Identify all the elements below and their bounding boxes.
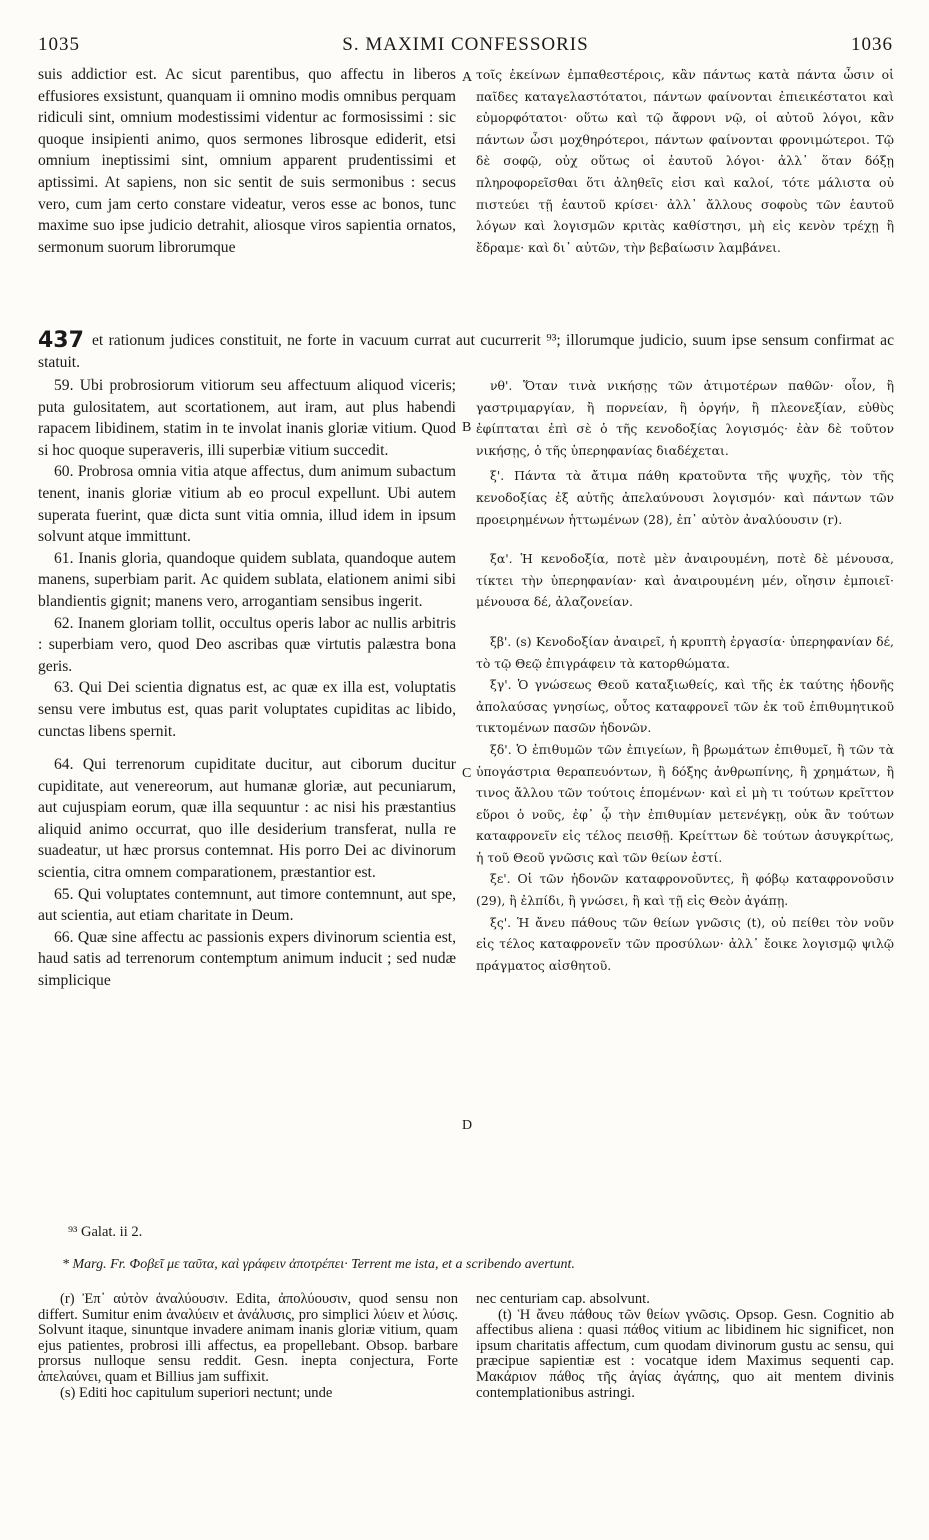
margin-marker-c: C	[462, 766, 472, 781]
footnote-93: ⁹³ Galat. ii 2.	[68, 1224, 143, 1240]
note-s-continued: nec centuriam cap. absolvunt.	[476, 1291, 650, 1307]
greek-chapter-61: ξα'. Ἡ κενοδοξία, ποτὲ μὲν ἀναιρουμένη, ποτὲ δὲ μένουσα, τίκτει τὴν ὑπερηφανίαν· καὶ ἀναιρουμένη μέν, οἴησιν ἐμποιεῖ· μένουσα δέ, ἀλαζονείαν.	[476, 551, 894, 610]
column-number: 437	[38, 328, 84, 353]
latin-chapter-59: 59. Ubi probrosiorum vitiorum seu affectuum aliquod viceris; puta gulositatem, aut scortationem, aut iram, aut plus habendi rapacem libidinem, statim in te involat inanis gloriæ vitium. Quod si hoc quoque superaveris, illi superbiæ vitium succedit.	[38, 377, 456, 459]
greek-column-top	[476, 64, 894, 258]
notes-left-column	[38, 1292, 458, 1401]
latin-column-top	[38, 64, 456, 258]
latin-chapter-62: 62. Inanem gloriam tollit, occultus operis labor ac nullis arbitris : superbiam vero, quod Deo ascribas quæ virtutis palæstra bona geris.	[38, 614, 456, 675]
greek-chapter-63: ξγ'. Ὁ γνώσεως Θεοῦ καταξιωθείς, καὶ τῆς ἐκ ταύτης ἡδονῆς ἀπολαύσας γνησίως, οὗτος καταφρονεῖ τῶν ἐκ τοῦ ἐπιθυμητικοῦ τικτομένων πασῶν ἡδονῶν.	[476, 677, 894, 736]
latin-paragraph: suis addictior est. Ac sicut parentibus, quo affectu in liberos effusiores exsistunt, quanquam ii omnino modis omnibus perquam ridiculi sint, omnium modestissimi videntur ac formosissimi : sic quoque insipienti animo, quos sermones librosque ediderit, etsi omnium ineptissimi sint, omnium apparent prudentissimi et aptissimi. At sapiens, non sic sentit de suis sermonibus : secus vero, cum jam certo constare videatur, veros esse ac bonos, tunc maxime suo ipse judicio detrahit, aliosque viros sapientia ornatos, sermonum suorum librorumque	[38, 66, 456, 256]
page-number-right: 1036	[851, 34, 893, 55]
page-number-left: 1035	[38, 34, 80, 55]
marginal-note: * Marg. Fr. Φοβεῖ με ταῦτα, καὶ γράφειν ἀποτρέπει· Terrent me ista, et a scribendo avertunt.	[62, 1257, 575, 1272]
greek-chapter-65: ξε'. Οἱ τῶν ἡδονῶν καταφρονοῦντες, ἢ φόβῳ καταφρονοῦσιν (29), ἢ ἐλπίδι, ἢ γνώσει, ἢ καὶ τῇ εἰς Θεὸν ἀγάπῃ.	[476, 871, 894, 909]
notes-right-column	[476, 1292, 894, 1401]
page-title: S. MAXIMI CONFESSORIS	[342, 34, 589, 55]
latin-chapter-61: 61. Inanis gloria, quandoque quidem sublata, quandoque autem manens, superbiam parit. Ac quidem sublata, elationem animi sibi blandientis gignit; manens vero, arrogantiam sensibus ingerit.	[38, 549, 456, 610]
greek-chapter-60: ξ'. Πάντα τὰ ἄτιμα πάθη κρατοῦντα τῆς ψυχῆς, τὸν τῆς κενοδοξίας ἐξ αὐτῆς ἀπελαύνουσι λογισμόν· καὶ πάντων τῶν προειρημένων ἡττωμένων (28), ἐπ᾽ αὐτὸν ἀναλύουσιν (r).	[476, 468, 894, 527]
margin-marker-d: D	[462, 1118, 473, 1133]
greek-chapter-59: νθ'. Ὅταν τινὰ νικήσῃς τῶν ἀτιμοτέρων παθῶν· οἷον, ἢ γαστριμαργίαν, ἢ πορνείαν, ἢ ὀργήν, ἢ πλεονεξίαν, εὐθὺς ἐφίπταται ἐπὶ σὲ ὁ τῆς κενοδοξίας λογισμός· ἐὰν δὲ τοῦτον νικήσῃς, ὁ τῆς ὑπερηφανίας διαδέχεται.	[476, 378, 894, 458]
running-head	[38, 34, 893, 58]
margin-marker-b: B	[462, 420, 472, 435]
greek-chapter-66: ξς'. Ἡ ἄνευ πάθους τῶν θείων γνῶσις (t), οὐ πείθει τὸν νοῦν εἰς τέλος καταφρονεῖν τῶν προσύλων· ἀλλ᾽ ἔοικε λογισμῷ ψιλῷ πράγματος αἰσθητοῦ.	[476, 914, 894, 973]
margin-marker-a: A	[462, 70, 473, 85]
latin-chapter-64: 64. Qui terrenorum cupiditate ducitur, aut ciborum ducitur cupiditate, aut venereorum, aut humanæ gloriæ, aut pecuniarum, aut cujuspiam eorum, quæ illa sequuntur : ac nisi his præstantius aliquid animo occurrat, quo ille desiderium transferat, nulla re suadeatur, ut hæc prorsus contemnat. His porro Dei ac divinorum scientia, citra omnem comparationem, præstantior est.	[38, 756, 456, 882]
latin-chapter-60: 60. Probrosa omnia vitia atque affectus, dum animum subactum tenent, inanis gloriæ vitium ab eo procul expellunt. Ubi autem superata fuerint, quæ dicta sunt vitia omnia, illud idem in ipsum solvunt atque immittunt.	[38, 463, 456, 546]
latin-chapter-65: 65. Qui voluptates contemnunt, aut timore contemnunt, aut spe, aut scientia, aut etiam charitate in Deum.	[38, 885, 456, 925]
latin-column-chapters	[38, 375, 456, 992]
greek-column-chapters	[476, 375, 894, 976]
note-t: (t) Ἡ ἄνευ πάθους τῶν θείων γνῶσις. Opsop. Gesn. Cognitio ab affectibus aliena : quasi πάθος vitium ac libidinem hic significet, non ipsum charitatis affectum, cum quodam divinorum gustu ac sensu, qui præcipue sapientiæ est : vocatque idem Maximus sequenti cap. Μακάριον πάθος τῆς ἁγίας ἀγάπης, quo ait mentem divinis contemplationibus astringi.	[476, 1306, 894, 1401]
note-s: (s) Editi hoc capitulum superiori nectunt; unde	[60, 1384, 333, 1401]
latin-chapter-63: 63. Qui Dei scientia dignatus est, ac quæ ex illa est, voluptatis sensu vere imbutus est, quas parit voluptates cupiditas ac libido, cunctas libens spernit.	[38, 679, 456, 740]
greek-chapter-64: ξδ'. Ὁ ἐπιθυμῶν τῶν ἐπιγείων, ἢ βρωμάτων ἐπιθυμεῖ, ἢ τῶν τὰ ὑπογάστρια θεραπευόντων, ἢ δόξης ἀνθρωπίνης, ἢ χρημάτων, ἢ τινος ἄλλου τῶν τούτοις ἑπομένων· καὶ εἰ μὴ τι τούτων κρεῖττον εὕροι ὁ νοῦς, ἐφ᾽ ᾧ τὴν ἐπιθυμίαν μετενέγκῃ, οὐκ ἂν τούτων καταφρονεῖν εἰς τέλος πεισθῇ. Κρείττων δὲ τούτων ἀσυγκρίτως, ἡ τοῦ Θεοῦ γνῶσις καὶ τῶν θείων ἐστί.	[476, 741, 894, 865]
latin-chapter-66: 66. Quæ sine affectu ac passionis expers divinorum scientia est, haud satis ad terrenorum contemptum animum inducit ; sed nudæ simplicique	[38, 928, 456, 990]
greek-paragraph: τοῖς ἐκείνων ἐμπαθεστέροις, κἂν πάντως κατὰ πάντα ὦσιν οἱ παῖδες καταγελαστότατοι, πάντων φαίνονται ἐπιεικέστατοι καὶ εὐμορφότατοι· οὕτω καὶ τῷ ἄφρονι νῷ, οἱ αὐτοῦ λόγοι, κἂν πάντων ὦσι μοχθηρότεροι, πάντων φαίνονται φρονιμώτεροι. Τῷ δὲ σοφῷ, οὐχ οὕτως οἱ ἑαυτοῦ λόγοι· ἀλλ᾽ ὅταν δόξῃ πληροφορεῖσθαι ὅτι ἀληθεῖς εἰσι καὶ καλοί, τότε μάλιστα οὐ πιστεύει τῇ ἑαυτοῦ κρίσει· ἀλλ᾽ ἄλλους σοφοὺς τῶν ἑαυτοῦ λόγων καὶ λογισμῶν κριτὰς καθίστησι, μὴ εἰς κενὸν τρέχῃ ἢ ἔδραμε· καὶ δι᾽ αὐτῶν, τὴν βεβαίωσιν λαμβάνει.	[476, 67, 894, 255]
note-r: (r) Ἐπ᾽ αὐτὸν ἀναλύουσιν. Edita, ἀπολύουσιν, quod sensu non differt. Sumitur enim ἀναλύειν et ἀνάλυσις, pro simplici λύειν et λύσις. Solvunt itaque, sinuntque invadere animam inanis gloriæ vitium, quam ejus patientes, probrosi illi affectus, ea propellebant. Obsop. barbare prorsus nulloque sensu reddit. Gesn. inepta conjectura, Forte ἀπελαύνει, quam et Billius jam suffixit.	[38, 1291, 458, 1385]
spanning-text: et rationum judices constituit, ne forte in vacuum currat aut cucurrerit ⁹³; illorumque judicio, suum ipse sensum confirmat ac statuit.	[38, 332, 894, 371]
greek-chapter-62: ξβ'. (s) Κενοδοξίαν ἀναιρεῖ, ἡ κρυπτὴ ἐργασία· ὑπερηφανίαν δέ, τὸ τῷ Θεῷ ἐπιγράφειν τὰ κατορθώματα.	[476, 633, 894, 671]
